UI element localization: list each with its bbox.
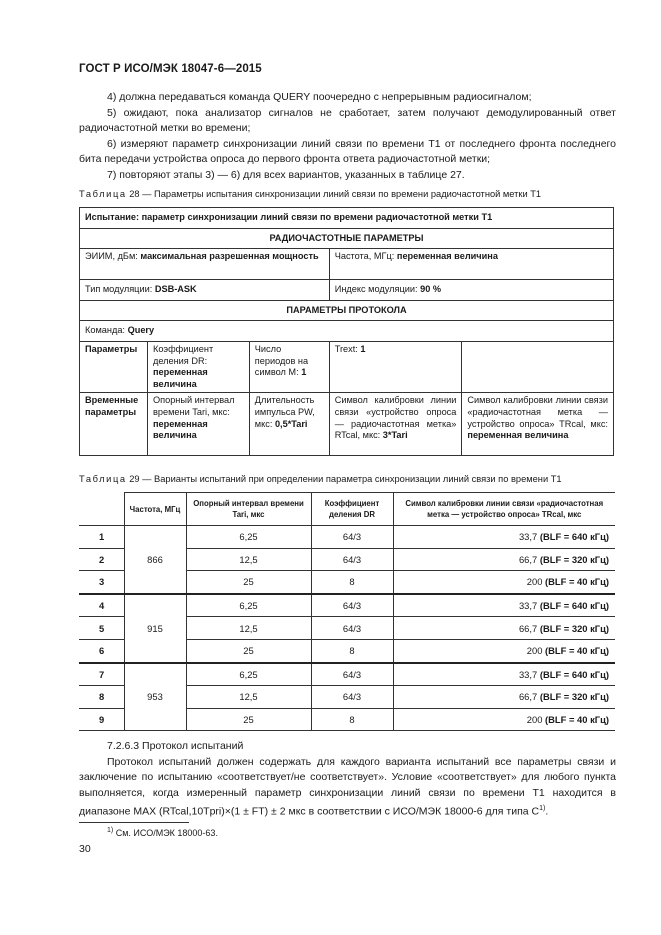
dr-cell: 64/3 [311, 686, 393, 709]
dr-cell: 64/3 [311, 617, 393, 640]
table-row [79, 526, 615, 549]
trcal-cell: Символ калибровки линии связи «радиочастотная метка — устройство опроса» TRcal, мкс: переменная величина [462, 393, 614, 456]
trcal-cell: 200 (BLF = 40 кГц) [393, 571, 615, 594]
params-label: Параметры [80, 341, 148, 392]
footnote: $^{1)}$ См. ИСО/МЭК 18000-63. [107, 827, 218, 838]
step-6: 6) измеряют параметр синхронизации линий связи по времени T1 от последнего фронта последнего бита передачи устройства опроса до первого фронта ответа радиочастотной метки; [79, 137, 616, 166]
dr-cell: 64/3 [311, 548, 393, 571]
header-blank [79, 493, 124, 526]
row-number: 6 [79, 639, 124, 662]
freq-cell: 866 [124, 526, 186, 594]
table29 [79, 492, 615, 731]
tari-cell: 25 [186, 639, 311, 662]
trext-cell: Trext: 1 [329, 341, 462, 392]
dr-cell: Коэффициент деления DR: переменная величина [147, 341, 249, 392]
modulation-cell: Тип модуляции: DSB-ASK [80, 280, 330, 301]
trcal-cell: 200 (BLF = 40 кГц) [393, 708, 615, 731]
tari-cell: 6,25 [186, 526, 311, 549]
trcal-cell: 33,7 (BLF = 640 кГц) [393, 526, 615, 549]
freq-cell: Частота, МГц: переменная величина [329, 249, 613, 280]
tari-cell: 25 [186, 571, 311, 594]
trcal-cell: 66,7 (BLF = 320 кГц) [393, 686, 615, 709]
table-row [79, 663, 615, 686]
command-cell: Команда: Query [80, 321, 614, 342]
tari-cell: 25 [186, 708, 311, 731]
trcal-cell: 200 (BLF = 40 кГц) [393, 639, 615, 662]
dr-cell: 64/3 [311, 663, 393, 686]
protocol-text: Протокол испытаний должен содержать для каждого варианта испытаний все параметры связи и заключение по испытанию «соответствует/не соответствует». Условие «соответствует» для любого пункта выполняется, когда измеренный параметр синхронизации линий связи по времени T1 находится в диапазоне MAX (RTcal,10Tpri)×(1 ± FT) ± 2 мкс в соответствии с ИСО/МЭК 18000-6 для типа $C^{1)}$. [79, 755, 616, 818]
step-7: 7) повторяют этапы 3) — 6) для всех вариантов, указанных в таблице 27. [107, 168, 465, 181]
header-freq: Частота, МГц [124, 493, 186, 526]
protocol-heading: 7.2.6.3 Протокол испытаний [107, 740, 244, 752]
eirp-cell: ЭИИМ, дБм: максимальная разрешенная мощность [80, 249, 330, 280]
table29-caption: Таблица 29 — Варианты испытаний при определении параметра синхронизации линий связи по времени T1 [79, 474, 562, 484]
table-row [79, 594, 615, 617]
row-number: 5 [79, 617, 124, 640]
freq-cell: 915 [124, 594, 186, 663]
trcal-cell: 66,7 (BLF = 320 кГц) [393, 548, 615, 571]
row-number: 2 [79, 548, 124, 571]
time-params-label: Временные параметры [80, 393, 148, 456]
row-number: 7 [79, 663, 124, 686]
dr-cell: 64/3 [311, 526, 393, 549]
row-number: 4 [79, 594, 124, 617]
dr-cell: 64/3 [311, 594, 393, 617]
header-dr: Коэффициент деления DR [311, 493, 393, 526]
freq-cell: 953 [124, 663, 186, 731]
step-4: 4) должна передаваться команда QUERY поочередно с непрерывным радиосигналом; [107, 91, 532, 103]
trcal-cell: 33,7 (BLF = 640 кГц) [393, 663, 615, 686]
tari-cell: 12,5 [186, 686, 311, 709]
row-number: 8 [79, 686, 124, 709]
rtcal-cell: Символ калибровки линии связи «устройство опроса — радиочастотная метка» RTcal, мкс: 3*Tari [329, 393, 462, 456]
header-tari: Опорный интервал времени Tari, мкс [186, 493, 311, 526]
row-number: 9 [79, 708, 124, 731]
tari-cell: 6,25 [186, 663, 311, 686]
footnote-divider [79, 822, 189, 823]
tari-cell: Опорный интервал времени Tari, мкс: переменная величина [147, 393, 249, 456]
dr-cell: 8 [311, 571, 393, 594]
tari-cell: 6,25 [186, 594, 311, 617]
protocol-params-header: ПАРАМЕТРЫ ПРОТОКОЛА [80, 300, 614, 321]
table28-caption: Таблица 28 — Параметры испытания синхронизации линий связи по времени радиочастотной метки T1 [79, 189, 542, 199]
rf-params-header: РАДИОЧАСТОТНЫЕ ПАРАМЕТРЫ [80, 228, 614, 249]
empty-cell [462, 341, 614, 392]
intro-steps [79, 90, 616, 184]
modulation-index-cell: Индекс модуляции: 90 % [329, 280, 613, 301]
protocol-section [79, 739, 616, 820]
step-5: 5) ожидают, пока анализатор сигналов не сработает, затем получают демодулированный ответ радиочастотной метки во времени; [79, 106, 616, 135]
dr-cell: 8 [311, 708, 393, 731]
page-number: 30 [79, 843, 91, 855]
pw-cell: Длительность импульса PW, мкс: 0,5*Tari [249, 393, 329, 456]
trcal-cell: 33,7 (BLF = 640 кГц) [393, 594, 615, 617]
document-header: ГОСТ Р ИСО/МЭК 18047-6—2015 [79, 63, 262, 75]
header-trcal: Символ калибровки линии связи «радиочастотная метка — устройство опроса» TRcal, мкс [393, 493, 615, 526]
m-cell: Число периодов на символ M: 1 [249, 341, 329, 392]
table28-title: Испытание: параметр синхронизации линий связи по времени радиочастотной метки T1 [80, 208, 614, 229]
row-number: 3 [79, 571, 124, 594]
row-number: 1 [79, 526, 124, 549]
dr-cell: 8 [311, 639, 393, 662]
table28 [79, 207, 614, 456]
table29-body [79, 526, 615, 731]
trcal-cell: 66,7 (BLF = 320 кГц) [393, 617, 615, 640]
tari-cell: 12,5 [186, 617, 311, 640]
tari-cell: 12,5 [186, 548, 311, 571]
